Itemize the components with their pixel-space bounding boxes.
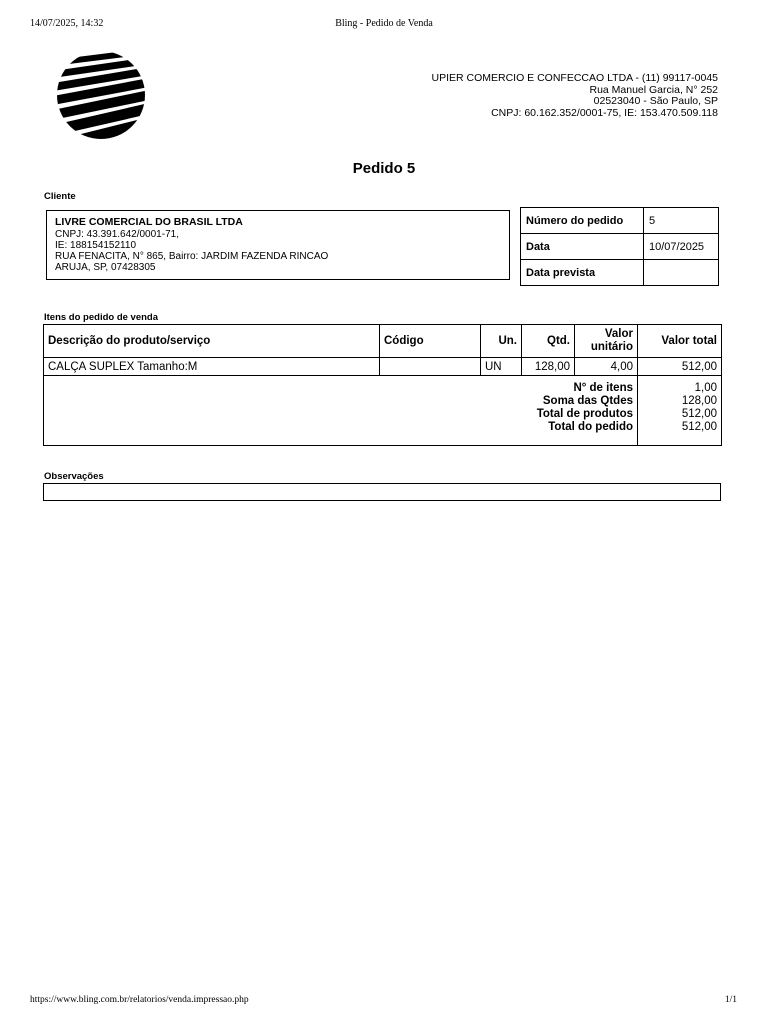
col-header-unit-value [575, 325, 638, 358]
client-cnpj: CNPJ: 43.391.642/0001-71, [55, 229, 179, 240]
order-info-row [521, 234, 719, 260]
summary-qty-sum-label: Soma das Qtdes [542, 395, 633, 407]
summary-item-count-label: N° de itens [573, 382, 633, 394]
observations-section-label: Observações [44, 471, 104, 482]
items-section-label: Itens do pedido de venda [44, 312, 159, 323]
item-unit-value: 4,00 [575, 358, 638, 376]
items-table [43, 324, 722, 446]
summary-values [638, 376, 722, 446]
item-code [380, 358, 481, 376]
company-street: Rua Manuel Garcia, N° 252 [589, 83, 718, 96]
print-datetime: 14/07/2025, 14:32 [30, 18, 104, 29]
expected-date-label: Data prevista [521, 260, 644, 286]
summary-row [44, 376, 722, 446]
col-header-unit: Un. [481, 325, 522, 358]
summary-item-count-value: 1,00 [694, 382, 717, 394]
summary-order-total-label: Total do pedido [548, 421, 633, 433]
page-number: 1/1 [724, 995, 737, 1005]
item-unit: UN [481, 358, 522, 376]
order-number-value: 5 [644, 208, 719, 234]
col-header-total-value: Valor total [638, 325, 722, 358]
order-info-row [521, 260, 719, 286]
client-name: LIVRE COMERCIAL DO BRASIL LTDA [55, 216, 243, 228]
summary-labels [44, 376, 638, 446]
client-city: ARUJA, SP, 07428305 [55, 262, 156, 273]
order-date-label: Data [521, 234, 644, 260]
print-url: https://www.bling.com.br/relatorios/venda.impressao.php [30, 995, 249, 1005]
col-header-code: Código [380, 325, 481, 358]
items-header-row [44, 325, 722, 358]
client-box [46, 210, 510, 280]
observations-box [43, 483, 721, 501]
summary-products-total-value: 512,00 [681, 408, 717, 420]
table-row [44, 358, 722, 376]
client-address: RUA FENACITA, N° 865, Bairro: JARDIM FAZENDA RINCAO [55, 251, 329, 262]
col-header-unit-value-line2: unitário [590, 341, 633, 353]
item-description: CALÇA SUPLEX Tamanho:M [44, 358, 380, 376]
col-header-qty: Qtd. [522, 325, 575, 358]
order-info-row [521, 208, 719, 234]
client-section-label: Cliente [44, 191, 76, 202]
company-city: 02523040 - São Paulo, SP [593, 95, 718, 107]
summary-products-total-label: Total de produtos [536, 408, 633, 420]
col-header-unit-value-line1: Valor [604, 328, 633, 340]
order-number-label: Número do pedido [521, 208, 644, 234]
order-info-table [520, 207, 719, 286]
client-ie: IE: 188154152110 [55, 240, 137, 251]
summary-qty-sum-value: 128,00 [681, 395, 717, 407]
order-title: Pedido 5 [352, 160, 416, 177]
expected-date-value [644, 260, 719, 286]
company-name-phone: UPIER COMERCIO E CONFECCAO LTDA - (11) 99117-0045 [431, 72, 718, 84]
item-total-value: 512,00 [638, 358, 722, 376]
company-logo [53, 50, 149, 140]
company-tax-ids: CNPJ: 60.162.352/0001-75, IE: 153.470.509.118 [491, 106, 718, 119]
company-info [432, 73, 719, 119]
col-header-description: Descrição do produto/serviço [44, 325, 380, 358]
print-page-title: Bling - Pedido de Venda [335, 18, 433, 29]
order-date-value: 10/07/2025 [644, 234, 719, 260]
item-qty: 128,00 [522, 358, 575, 376]
summary-order-total-value: 512,00 [681, 421, 717, 433]
